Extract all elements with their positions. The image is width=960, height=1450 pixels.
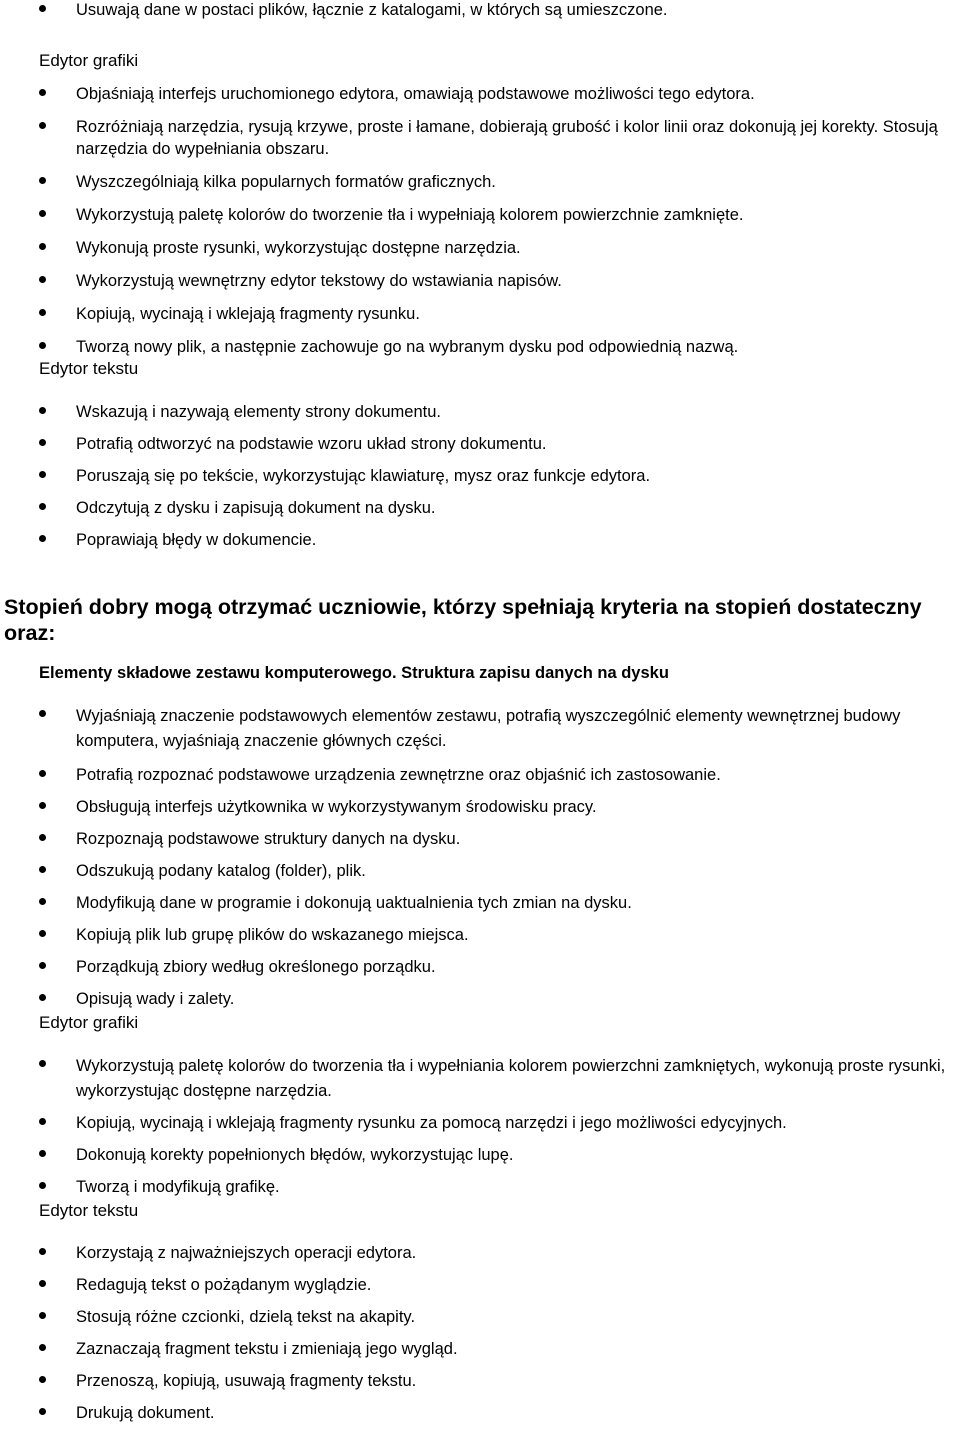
tekst-2-list xyxy=(0,1242,960,1424)
list-item: Kopiują, wycinają i wklejają fragmenty rysunku za pomocą narzędzi i jego możliwości edycyjnych. xyxy=(0,1112,960,1134)
list-item: Kopiują, wycinają i wklejają fragmenty rysunku. xyxy=(0,303,960,325)
bullet-icon xyxy=(39,342,46,349)
grade-heading: Stopień dobry mogą otrzymać uczniowie, którzy spełniają kryteria na stopień dostateczny oraz: xyxy=(4,595,922,645)
list-item: Stosują różne czcionki, dzielą tekst na akapity. xyxy=(0,1306,960,1328)
bullet-icon xyxy=(39,1344,46,1351)
list-item: Przenoszą, kopiują, usuwają fragmenty tekstu. xyxy=(0,1370,960,1392)
bullet-icon xyxy=(39,5,46,12)
section-title-tekst-1: Edytor tekstu xyxy=(39,359,139,378)
bullet-icon xyxy=(39,177,46,184)
elementy-list xyxy=(0,704,960,1010)
list-item: Rozpoznają podstawowe struktury danych na dysku. xyxy=(0,828,960,850)
grafika-2-list xyxy=(0,1054,960,1198)
list-item: Poruszają się po tekście, wykorzystując klawiaturę, mysz oraz funkcje edytora. xyxy=(0,465,960,487)
list-item: Rozróżniają narzędzia, rysują krzywe, proste i łamane, dobierają grubość i kolor linii oraz dokonują jej korekty. Stosują narzędzia do wypełniania obszaru. xyxy=(0,116,960,160)
bullet-icon xyxy=(39,802,46,809)
list-item: Potrafią odtworzyć na podstawie wzoru układ strony dokumentu. xyxy=(0,433,960,455)
bullet-icon xyxy=(39,1376,46,1383)
bullet-icon xyxy=(39,770,46,777)
bullet-icon xyxy=(39,1118,46,1125)
bullet-icon xyxy=(39,122,46,129)
bullet-icon xyxy=(39,898,46,905)
section-title-tekst-2: Edytor tekstu xyxy=(39,1201,139,1220)
list-item: Wykorzystują wewnętrzny edytor tekstowy do wstawiania napisów. xyxy=(0,270,960,292)
list-item: Wyszczególniają kilka popularnych formatów graficznych. xyxy=(0,171,960,193)
list-item: Wykorzystują paletę kolorów do tworzenia tła i wypełniania kolorem powierzchni zamkniętych, wykonują proste rysunki, wykorzystując dostępne narzędzia. xyxy=(0,1054,960,1104)
list-item: Objaśniają interfejs uruchomionego edytora, omawiają podstawowe możliwości tego edytora. xyxy=(0,83,960,105)
bullet-icon xyxy=(39,1182,46,1189)
bullet-icon xyxy=(39,710,46,717)
bullet-icon xyxy=(39,535,46,542)
list-item: Dokonują korekty popełnionych błędów, wykorzystując lupę. xyxy=(0,1144,960,1166)
list-item: Porządkują zbiory według określonego porządku. xyxy=(0,956,960,978)
list-item: Drukują dokument. xyxy=(0,1402,960,1424)
bullet-icon xyxy=(39,1150,46,1157)
bullet-icon xyxy=(39,503,46,510)
bullet-icon xyxy=(39,1408,46,1415)
grafika-1-list xyxy=(0,83,960,358)
bullet-icon xyxy=(39,439,46,446)
list-item: Zaznaczają fragment tekstu i zmieniają jego wygląd. xyxy=(0,1338,960,1360)
bullet-icon xyxy=(39,866,46,873)
list-item: Obsługują interfejs użytkownika w wykorzystywanym środowisku pracy. xyxy=(0,796,960,818)
list-item: Opisują wady i zalety. xyxy=(0,988,960,1010)
list-item: Potrafią rozpoznać podstawowe urządzenia zewnętrzne oraz objaśnić ich zastosowanie. xyxy=(0,764,960,786)
section-title-grafika-1: Edytor grafiki xyxy=(39,51,139,70)
bullet-icon xyxy=(39,930,46,937)
list-item: Modyfikują dane w programie i dokonują uaktualnienia tych zmian na dysku. xyxy=(0,892,960,914)
list-item: Odszukują podany katalog (folder), plik. xyxy=(0,860,960,882)
list-item: Korzystają z najważniejszych operacji edytora. xyxy=(0,1242,960,1264)
list-item: Tworzą nowy plik, a następnie zachowuje go na wybranym dysku pod odpowiednią nazwą. xyxy=(0,336,960,358)
list-item: Wykorzystują paletę kolorów do tworzenie tła i wypełniają kolorem powierzchnie zamknięte. xyxy=(0,204,960,226)
bullet-icon xyxy=(39,1312,46,1319)
tekst-1-list xyxy=(0,401,960,551)
list-item: Tworzą i modyfikują grafikę. xyxy=(0,1176,960,1198)
list-item: Wyjaśniają znaczenie podstawowych elementów zestawu, potrafią wyszczególnić elementy wewnętrznej budowy komputera, wyjaśniają znaczenie głównych części. xyxy=(0,704,960,754)
intro-list xyxy=(0,0,960,21)
bullet-icon xyxy=(39,1248,46,1255)
bullet-icon xyxy=(39,407,46,414)
list-item: Poprawiają błędy w dokumencie. xyxy=(0,529,960,551)
list-item: Usuwają dane w postaci plików, łącznie z katalogami, w których są umieszczone. xyxy=(0,0,960,21)
list-item: Redagują tekst o pożądanym wyglądzie. xyxy=(0,1274,960,1296)
bullet-icon xyxy=(39,1060,46,1067)
section-title-grafika-2: Edytor grafiki xyxy=(39,1013,139,1032)
bullet-icon xyxy=(39,994,46,1001)
bullet-icon xyxy=(39,309,46,316)
list-item: Odczytują z dysku i zapisują dokument na dysku. xyxy=(0,497,960,519)
bullet-icon xyxy=(39,276,46,283)
list-item: Wskazują i nazywają elementy strony dokumentu. xyxy=(0,401,960,423)
bullet-icon xyxy=(39,834,46,841)
bullet-icon xyxy=(39,89,46,96)
bullet-icon xyxy=(39,471,46,478)
list-item: Kopiują plik lub grupę plików do wskazanego miejsca. xyxy=(0,924,960,946)
bullet-icon xyxy=(39,210,46,217)
section-title-elementy: Elementy składowe zestawu komputerowego. Struktura zapisu danych na dysku xyxy=(39,664,669,682)
bullet-icon xyxy=(39,1280,46,1287)
bullet-icon xyxy=(39,243,46,250)
list-item: Wykonują proste rysunki, wykorzystując dostępne narzędzia. xyxy=(0,237,960,259)
bullet-icon xyxy=(39,962,46,969)
